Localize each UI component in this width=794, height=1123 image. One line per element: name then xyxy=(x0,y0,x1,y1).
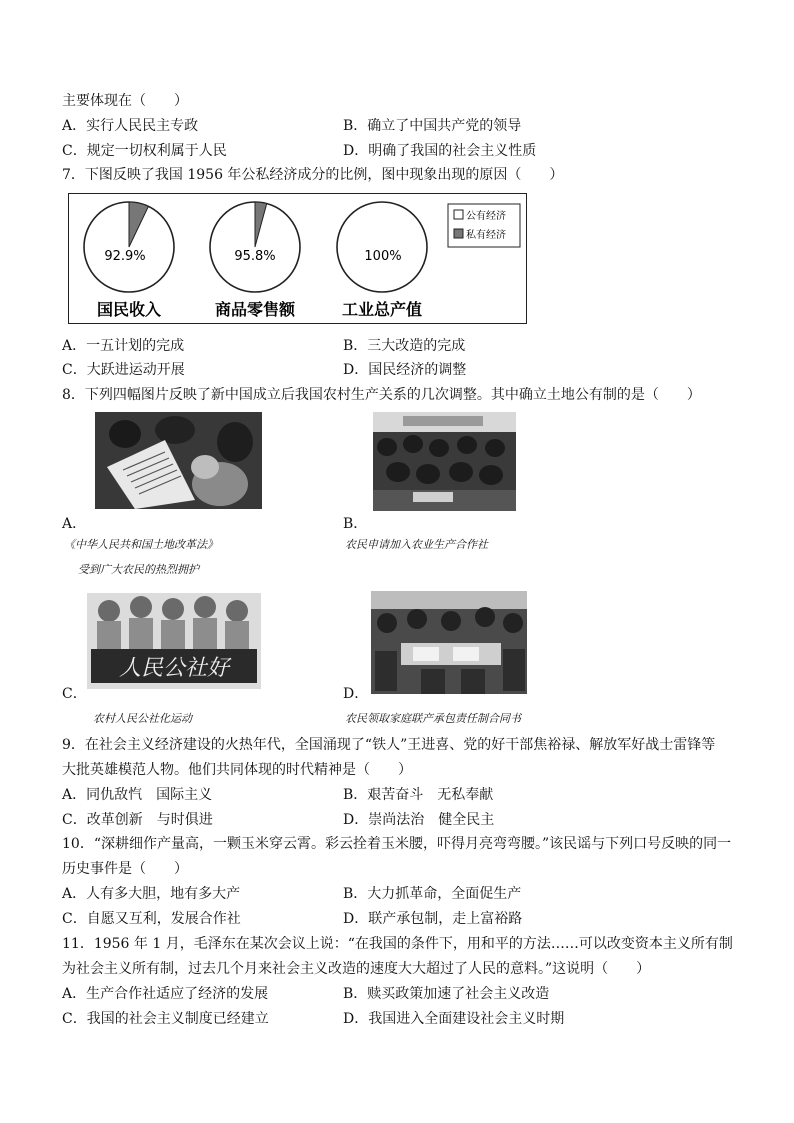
q6-option-a: A．实行人民民主专政 xyxy=(62,118,199,134)
chart-legend xyxy=(448,204,520,247)
photo-land-reform-law xyxy=(95,412,262,509)
photo-household-contract xyxy=(371,591,527,694)
pie-3-label: 工业总产值 xyxy=(341,300,423,319)
q9-option-c: C．改革创新 与时俱进 xyxy=(62,812,213,828)
q7-option-a: A．一五计划的完成 xyxy=(62,338,185,354)
legend-swatch-public xyxy=(454,210,463,219)
photo-peoples-commune xyxy=(87,593,261,689)
q8-caption-c: 农村人民公社化运动 xyxy=(93,712,192,725)
banner-text: 人民公社好 xyxy=(118,656,230,681)
q7-option-c: C．大跃进运动开展 xyxy=(62,362,185,378)
q8-letter-c: C． xyxy=(62,686,87,702)
q8-letter-d: D． xyxy=(343,686,369,702)
q10-option-c: C．自愿又互利，发展合作社 xyxy=(62,911,241,927)
pie-3 xyxy=(337,202,427,292)
pie-2 xyxy=(210,202,300,292)
q9-stem-line2: 大批英雄模范人物。他们共同体现的时代精神是（ ） xyxy=(62,762,412,778)
q6-option-c: C．规定一切权利属于人民 xyxy=(62,143,227,159)
q11-option-c: C．我国的社会主义制度已经建立 xyxy=(62,1011,269,1027)
q8-caption-b: 农民申请加入农业生产合作社 xyxy=(345,538,488,551)
pie-1-label: 国民收入 xyxy=(96,300,162,319)
q10-stem-line1: 10．“深耕细作产量高，一颗玉米穿云霄。彩云拴着玉米腰，吓得月亮弯弯腰。”该民谣与下列口号反映的同一 xyxy=(62,836,732,852)
pie-2-label: 商品零售额 xyxy=(214,300,296,319)
pie-1 xyxy=(84,202,174,292)
q10-option-a: A．人有多大胆，地有多大产 xyxy=(62,886,241,902)
pie-3-public-slice xyxy=(337,202,427,292)
q11-option-d: D．我国进入全面建设社会主义时期 xyxy=(343,1011,565,1027)
q11-stem-line2: 为社会主义所有制，过去几个月来社会主义改造的速度大大超过了人民的意料。”这说明（ ） xyxy=(62,961,651,977)
q6-option-d: D．明确了我国的社会主义性质 xyxy=(343,143,537,159)
q11-option-a: A．生产合作社适应了经济的发展 xyxy=(62,986,269,1002)
q7-stem: 7．下图反映了我国 1956 年公私经济成分的比例，图中现象出现的原因（ ） xyxy=(62,167,564,183)
pie-chart-panel xyxy=(68,193,527,324)
legend-label-public: 公有经济 xyxy=(466,211,506,222)
q8-caption-a-line2: 受到广大农民的热烈拥护 xyxy=(78,563,199,576)
q10-option-d: D．联产承包制，走上富裕路 xyxy=(343,911,523,927)
q10-stem-line2: 历史事件是（ ） xyxy=(62,861,188,877)
photo-cooperative-application xyxy=(373,412,516,511)
pie-1-value: 92.9% xyxy=(104,249,146,264)
q11-option-b: B．赎买政策加速了社会主义改造 xyxy=(343,986,550,1002)
q8-letter-a: A． xyxy=(62,516,87,532)
q8-stem: 8．下列四幅图片反映了新中国成立后我国农村生产关系的几次调整。其中确立土地公有制的是（ ） xyxy=(62,387,701,403)
q8-caption-d: 农民领取家庭联产承包责任制合同书 xyxy=(345,712,521,725)
q6-stem-tail: 主要体现在（ ） xyxy=(62,93,188,109)
pie-chart-svg xyxy=(69,194,525,322)
q9-stem-line1: 9．在社会主义经济建设的火热年代，全国涌现了“铁人”王进喜、党的好干部焦裕禄、解放军好战士雷锋等 xyxy=(62,737,716,753)
q9-option-b: B．艰苦奋斗 无私奉献 xyxy=(343,787,494,803)
q8-letter-b: B． xyxy=(343,516,368,532)
q6-option-b: B．确立了中国共产党的领导 xyxy=(343,118,522,134)
q7-option-b: B．三大改造的完成 xyxy=(343,338,466,354)
q11-stem-line1: 11．1956 年 1 月，毛泽东在某次会议上说：“在我国的条件下，用和平的方法……可以改变资本主义所有制 xyxy=(62,936,733,952)
legend-swatch-private xyxy=(454,229,463,238)
legend-label-private: 私有经济 xyxy=(466,230,506,241)
q7-option-d: D．国民经济的调整 xyxy=(343,362,467,378)
q8-caption-a-line1: 《中华人民共和国土地改革法》 xyxy=(64,538,218,551)
q9-option-a: A．同仇敌忾 国际主义 xyxy=(62,787,213,803)
q10-option-b: B．大力抓革命，全面促生产 xyxy=(343,886,522,902)
pie-2-value: 95.8% xyxy=(234,249,276,264)
pie-3-value: 100% xyxy=(364,249,402,264)
q9-option-d: D．崇尚法治 健全民主 xyxy=(343,812,495,828)
